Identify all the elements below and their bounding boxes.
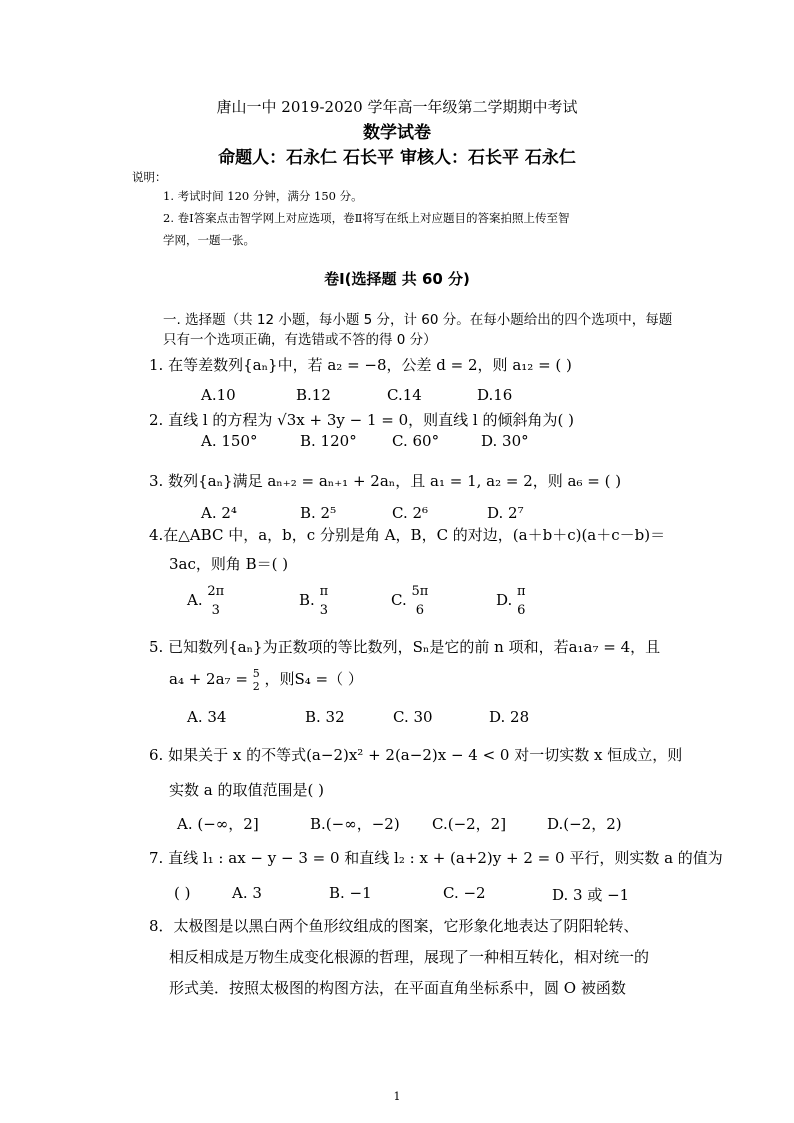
question-3-stem: 3. 数列{aₙ}满足 aₙ₊₂ = aₙ₊₁ + 2aₙ，且 a₁ = 1, a₂ = 2，则 a₆ = ( ) (149, 472, 622, 490)
question-1-option-d: D.16 (477, 386, 513, 404)
authors-line: 命题人：石永仁 石长平 审核人：石长平 石永仁 (218, 148, 576, 168)
option-label: C. (391, 591, 407, 609)
question-1-option-b: B.12 (296, 386, 331, 404)
question-4-stem: 4.在△ABC 中，a，b，c 分别是角 A，B，C 的对边，(a＋b＋c)(a＋c－b)＝ (149, 526, 666, 544)
question-7-option-a: A. 3 (232, 884, 262, 902)
question-4-option-c (391, 582, 428, 620)
question-5-option-a: A. 34 (187, 708, 227, 726)
question-5-stem: a₄ + 2a₇ = 5 2 ，则S₄ =（ ） (169, 667, 363, 693)
question-3-option-a: A. 2⁴ (201, 504, 237, 522)
section-title: 卷Ⅰ(选择题 共 60 分) (324, 270, 470, 288)
subject-title: 数学试卷 (363, 123, 431, 143)
instruction-item: 学网，一题一张。 (163, 233, 255, 247)
option-fraction: π 6 (517, 584, 526, 618)
question-3-option-d: D. 2⁷ (487, 504, 524, 522)
question-1-option-a: A.10 (201, 386, 236, 404)
question-6-option-a: A. (−∞，2] (177, 815, 259, 833)
question-6-option-d: D.(−2，2) (547, 815, 622, 833)
question-3-option-b: B. 2⁵ (300, 504, 337, 522)
option-fraction: π 3 (319, 584, 329, 618)
question-4-stem: 3ac，则角 B＝( ) (169, 555, 289, 573)
question-6-stem: 6. 如果关于 x 的不等式(a−2)x² + 2(a−2)x − 4 < 0 对一切实数 x 恒成立，则 (149, 746, 683, 764)
question-8-stem: 形式美．按照太极图的构图方法，在平面直角坐标系中，圆 O 被函数 (169, 979, 626, 997)
question-4-option-d (496, 582, 526, 620)
question-5-option-b: B. 32 (305, 708, 345, 726)
instructions-label: 说明： (132, 170, 167, 184)
question-5-option-d: D. 28 (489, 708, 530, 726)
question-3-option-c: C. 2⁶ (392, 504, 429, 522)
section-intro: 一. 选择题（共 12 小题，每小题 5 分，计 60 分。在每小题给出的四个选项中，每题 (163, 312, 673, 328)
question-6-option-b: B.(−∞，−2) (310, 815, 400, 833)
question-2-option-d: D. 30° (481, 432, 529, 450)
question-7-stem: 7. 直线 l₁ : ax − y − 3 = 0 和直线 l₂ : x + (a+2)y + 2 = 0 平行，则实数 a 的值为 (149, 849, 723, 867)
section-intro: 只有一个选项正确，有选错或不答的得 0 分） (163, 332, 437, 348)
question-7-option-c: C. −2 (443, 884, 486, 902)
question-1-stem: 1. 在等差数列{aₙ}中，若 a₂ = −8，公差 d = 2，则 a₁₂ = ( ) (149, 356, 572, 374)
question-7-option-b: B. −1 (329, 884, 372, 902)
option-fraction: 5π 6 (411, 584, 429, 618)
option-label: B. (299, 591, 315, 609)
option-fraction: 2π 3 (207, 584, 225, 618)
fraction: 5 2 (252, 667, 260, 693)
question-4-option-b (299, 582, 328, 620)
question-2-stem: 2. 直线 l 的方程为 √3x + 3y − 1 = 0，则直线 l 的倾斜角为( ) (149, 411, 574, 429)
question-8-stem: 相反相成是万物生成变化根源的哲理，展现了一种相互转化，相对统一的 (169, 948, 650, 966)
exam-title: 唐山一中 2019-2020 学年高一年级第二学期期中考试 (216, 98, 578, 116)
option-label: A. (187, 591, 203, 609)
question-2-option-a: A. 150° (201, 432, 258, 450)
question-1-option-c: C.14 (387, 386, 422, 404)
question-4-option-a (187, 582, 224, 620)
question-5-option-c: C. 30 (393, 708, 433, 726)
option-label: D. (496, 591, 513, 609)
instruction-item: 2. 卷Ⅰ答案点击智学网上对应选项，卷Ⅱ将写在纸上对应题目的答案拍照上传至智 (163, 211, 570, 225)
question-5-stem: 5. 已知数列{aₙ}为正数项的等比数列，Sₙ是它的前 n 项和，若a₁a₇ = 4，且 (149, 638, 661, 656)
question-6-option-c: C.(−2，2] (432, 815, 507, 833)
question-7-option-d: D. 3 或 −1 (552, 886, 630, 904)
question-2-option-c: C. 60° (392, 432, 440, 450)
instruction-item: 1. 考试时间 120 分钟，满分 150 分。 (163, 189, 363, 203)
page-number: 1 (393, 1090, 401, 1103)
answer-blank: ( ) (174, 884, 191, 902)
question-6-stem: 实数 a 的取值范围是( ) (169, 781, 324, 799)
question-2-option-b: B. 120° (300, 432, 357, 450)
question-8-stem: 8．太极图是以黑白两个鱼形纹组成的图案，它形象化地表达了阴阳轮转、 (149, 917, 639, 935)
